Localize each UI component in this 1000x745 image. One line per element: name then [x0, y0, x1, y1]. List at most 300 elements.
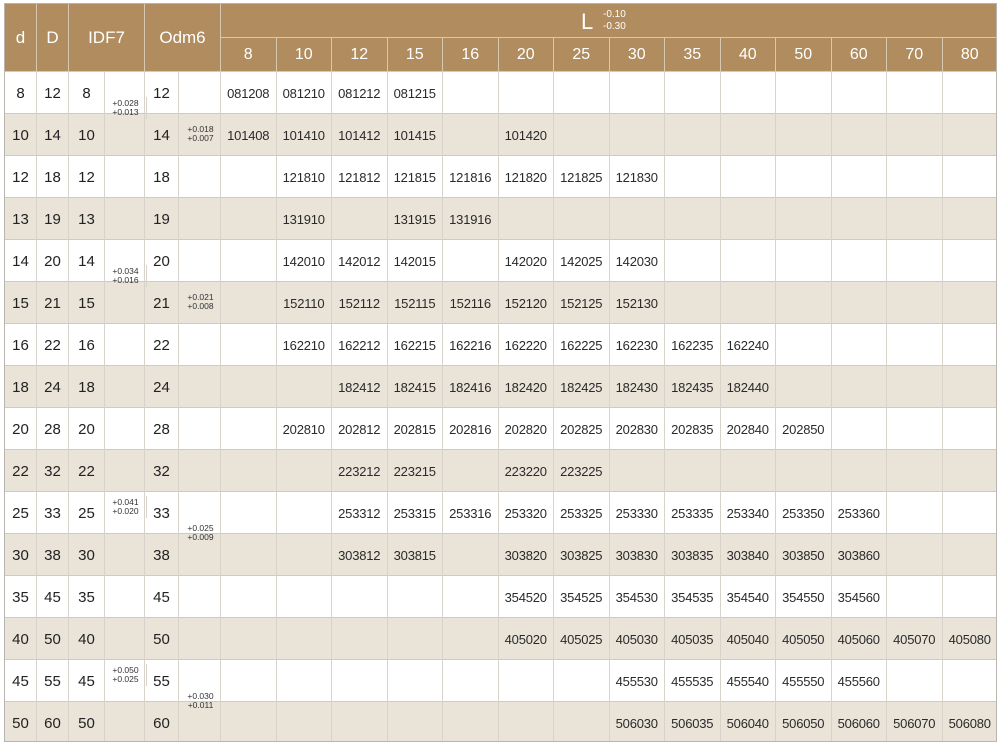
part-code-cell: [776, 324, 832, 366]
part-code-cell: 303825: [554, 534, 610, 576]
part-code-cell: [943, 114, 998, 156]
length-label: L: [581, 9, 594, 34]
outer-d-cell: 50: [37, 618, 69, 660]
table-row: [5, 156, 997, 198]
part-code-cell: 152112: [332, 282, 388, 324]
d-cell: 13: [5, 198, 37, 240]
part-code-cell: [832, 114, 888, 156]
part-code-cell: [665, 282, 721, 324]
tolerance-lower: +0.025: [112, 674, 139, 684]
part-code-cell: [332, 198, 388, 240]
outer-d-cell: 33: [37, 492, 69, 534]
d-cell: 15: [5, 282, 37, 324]
part-code-cell: [221, 492, 277, 534]
outer-diameter-cell: 38: [145, 534, 179, 576]
part-code-cell: [610, 72, 666, 114]
part-code-cell: 303850: [776, 534, 832, 576]
inner-diameter-cell: 22: [69, 450, 105, 492]
table-row: [5, 282, 997, 324]
outer-diameter-cell: 14: [145, 114, 179, 156]
part-code-cell: [887, 156, 943, 198]
outer-diameter-cell: 33: [145, 492, 179, 534]
part-code-cell: 162216: [443, 324, 499, 366]
part-code-cell: [943, 282, 998, 324]
length-header-cell: 12: [332, 38, 388, 72]
tolerance-upper: +0.018: [187, 124, 214, 134]
part-code-cell: [443, 660, 499, 702]
part-code-cell: 354540: [721, 576, 777, 618]
length-header-cell: 80: [943, 38, 998, 72]
part-code-cell: [665, 72, 721, 114]
part-code-cell: [221, 324, 277, 366]
part-code-cell: [887, 366, 943, 408]
length-header-cell: 10: [277, 38, 333, 72]
part-code-cell: 101408: [221, 114, 277, 156]
part-code-cell: 303820: [499, 534, 555, 576]
part-code-cell: 506080: [943, 702, 998, 742]
part-code-cell: [943, 408, 998, 450]
outer-diameter-cell: 50: [145, 618, 179, 660]
inner-diameter-cell: 16: [69, 324, 105, 366]
part-code-cell: [221, 660, 277, 702]
part-code-cell: 405070: [887, 618, 943, 660]
part-code-cell: [554, 660, 610, 702]
part-code-cell: [388, 618, 444, 660]
tolerance-cell: [105, 702, 145, 742]
length-header-cell: 40: [721, 38, 777, 72]
outer-d-cell: 45: [37, 576, 69, 618]
part-code-cell: 152116: [443, 282, 499, 324]
part-code-cell: 162235: [665, 324, 721, 366]
part-code-cell: 405035: [665, 618, 721, 660]
part-code-cell: 202830: [610, 408, 666, 450]
part-code-cell: 162212: [332, 324, 388, 366]
part-code-cell: [332, 576, 388, 618]
part-code-cell: 101410: [277, 114, 333, 156]
part-code-cell: [832, 72, 888, 114]
part-code-cell: 303860: [832, 534, 888, 576]
part-code-cell: [499, 660, 555, 702]
part-code-cell: 152115: [388, 282, 444, 324]
part-code-cell: [832, 324, 888, 366]
part-code-cell: [943, 324, 998, 366]
outer-d-cell: 12: [37, 72, 69, 114]
col-header-idf7: IDF7: [69, 4, 145, 72]
outer-diameter-cell: 21: [145, 282, 179, 324]
part-code-cell: 162220: [499, 324, 555, 366]
tolerance-lower: +0.011: [187, 700, 214, 710]
part-code-cell: 142020: [499, 240, 555, 282]
table-row: [5, 114, 997, 156]
part-code-cell: [943, 240, 998, 282]
inner-diameter-cell: 20: [69, 408, 105, 450]
tolerance-lower: +0.007: [187, 133, 214, 143]
tolerance-cell: [105, 492, 145, 534]
inner-diameter-cell: 18: [69, 366, 105, 408]
inner-diameter-cell: 25: [69, 492, 105, 534]
part-code-cell: [943, 366, 998, 408]
part-code-cell: [887, 408, 943, 450]
outer-d-cell: 20: [37, 240, 69, 282]
tolerance-cell: [179, 240, 221, 282]
tolerance-lower: +0.009: [187, 532, 214, 542]
part-code-cell: [776, 198, 832, 240]
part-code-cell: [554, 702, 610, 742]
tolerance-cell: [105, 534, 145, 576]
table-row: [5, 534, 997, 576]
part-code-cell: [887, 240, 943, 282]
part-code-cell: [832, 156, 888, 198]
part-code-cell: 142030: [610, 240, 666, 282]
part-code-cell: [221, 408, 277, 450]
d-cell: 8: [5, 72, 37, 114]
length-header-cell: 8: [221, 38, 277, 72]
part-code-cell: [832, 366, 888, 408]
part-code-cell: 506050: [776, 702, 832, 742]
d-cell: 18: [5, 366, 37, 408]
part-code-cell: 253350: [776, 492, 832, 534]
tolerance-cell: [105, 618, 145, 660]
outer-diameter-cell: 19: [145, 198, 179, 240]
part-code-cell: 253315: [388, 492, 444, 534]
part-code-cell: [221, 450, 277, 492]
part-code-cell: [221, 240, 277, 282]
part-code-cell: [665, 114, 721, 156]
outer-diameter-cell: 12: [145, 72, 179, 114]
d-cell: 16: [5, 324, 37, 366]
part-code-cell: 101420: [499, 114, 555, 156]
table-row: [5, 72, 997, 114]
part-code-cell: 223220: [499, 450, 555, 492]
outer-diameter-cell: 20: [145, 240, 179, 282]
part-code-cell: [610, 114, 666, 156]
part-code-cell: [388, 576, 444, 618]
part-code-cell: 081212: [332, 72, 388, 114]
part-code-cell: [776, 282, 832, 324]
part-code-cell: 081215: [388, 72, 444, 114]
part-code-cell: [887, 534, 943, 576]
part-code-cell: 202840: [721, 408, 777, 450]
part-code-cell: [721, 156, 777, 198]
d-cell: 35: [5, 576, 37, 618]
part-code-cell: [887, 576, 943, 618]
part-code-cell: [776, 114, 832, 156]
part-code-cell: 162210: [277, 324, 333, 366]
outer-d-cell: 28: [37, 408, 69, 450]
part-code-cell: [721, 72, 777, 114]
tolerance-cell: [105, 240, 145, 282]
part-code-cell: 253320: [499, 492, 555, 534]
part-code-cell: 152125: [554, 282, 610, 324]
d-cell: 40: [5, 618, 37, 660]
d-cell: 10: [5, 114, 37, 156]
part-code-cell: 223225: [554, 450, 610, 492]
d-cell: 20: [5, 408, 37, 450]
part-code-cell: [943, 534, 998, 576]
part-code-cell: 253360: [832, 492, 888, 534]
length-tolerance: [603, 9, 626, 33]
table-row: [5, 492, 997, 534]
length-header-cell: 30: [610, 38, 666, 72]
part-code-cell: 223212: [332, 450, 388, 492]
part-code-cell: 182412: [332, 366, 388, 408]
tolerance-cell: [179, 492, 221, 534]
outer-d-cell: 18: [37, 156, 69, 198]
tolerance-lower: +0.013: [112, 107, 139, 117]
part-code-cell: 455550: [776, 660, 832, 702]
part-code-cell: [443, 534, 499, 576]
part-code-cell: 162230: [610, 324, 666, 366]
inner-diameter-cell: 10: [69, 114, 105, 156]
part-code-cell: 223215: [388, 450, 444, 492]
inner-diameter-cell: 50: [69, 702, 105, 742]
length-tol-lower: -0.30: [603, 21, 626, 32]
part-code-cell: [388, 660, 444, 702]
tolerance-lower: +0.016: [112, 275, 139, 285]
table-row: [5, 198, 997, 240]
d-cell: 50: [5, 702, 37, 742]
tolerance-cell: [179, 114, 221, 156]
tolerance-cell: [179, 324, 221, 366]
part-code-cell: 253325: [554, 492, 610, 534]
part-code-cell: [221, 576, 277, 618]
part-code-cell: [277, 576, 333, 618]
tolerance-lower: +0.008: [187, 301, 214, 311]
part-code-cell: [443, 114, 499, 156]
part-code-cell: 303830: [610, 534, 666, 576]
part-code-cell: 182430: [610, 366, 666, 408]
part-code-cell: 121812: [332, 156, 388, 198]
part-code-cell: [943, 156, 998, 198]
part-code-cell: 506035: [665, 702, 721, 742]
table-row: [5, 240, 997, 282]
part-code-cell: 131916: [443, 198, 499, 240]
part-code-cell: [665, 450, 721, 492]
inner-diameter-cell: 8: [69, 72, 105, 114]
outer-diameter-cell: 55: [145, 660, 179, 702]
tolerance-cell: [179, 618, 221, 660]
table-row: [5, 702, 997, 742]
part-code-cell: [721, 450, 777, 492]
part-code-cell: [832, 282, 888, 324]
col-header-D: D: [37, 4, 69, 72]
part-code-cell: 202835: [665, 408, 721, 450]
part-code-cell: [887, 450, 943, 492]
outer-diameter-cell: 45: [145, 576, 179, 618]
d-cell: 14: [5, 240, 37, 282]
tolerance-cell: [105, 366, 145, 408]
tolerance-cell: [105, 282, 145, 324]
part-code-cell: [776, 366, 832, 408]
length-header: [221, 4, 997, 38]
tolerance-cell: [105, 450, 145, 492]
tolerance-cell: [179, 282, 221, 324]
part-code-cell: 182425: [554, 366, 610, 408]
tolerance-upper: +0.041: [112, 497, 139, 507]
part-code-cell: [776, 240, 832, 282]
table-row: [5, 450, 997, 492]
part-code-cell: 405040: [721, 618, 777, 660]
part-code-cell: [499, 198, 555, 240]
part-code-cell: [887, 660, 943, 702]
inner-diameter-cell: 14: [69, 240, 105, 282]
part-code-cell: 303812: [332, 534, 388, 576]
d-cell: 30: [5, 534, 37, 576]
table-row: [5, 576, 997, 618]
part-code-cell: 354550: [776, 576, 832, 618]
part-code-cell: 142012: [332, 240, 388, 282]
part-code-cell: 506040: [721, 702, 777, 742]
part-code-cell: [443, 702, 499, 742]
part-code-cell: [332, 618, 388, 660]
tolerance-upper: +0.025: [187, 523, 214, 533]
tolerance-upper: +0.028: [112, 98, 139, 108]
tolerance-cell: [105, 156, 145, 198]
outer-d-cell: 32: [37, 450, 69, 492]
tolerance-cell: [105, 660, 145, 702]
part-code-cell: 121816: [443, 156, 499, 198]
tolerance-cell: [179, 702, 221, 742]
part-code-cell: [443, 72, 499, 114]
part-code-cell: [887, 198, 943, 240]
part-code-cell: 182420: [499, 366, 555, 408]
part-code-cell: [776, 72, 832, 114]
part-code-cell: 506060: [832, 702, 888, 742]
d-cell: 22: [5, 450, 37, 492]
tolerance-cell: [105, 324, 145, 366]
tolerance-upper: +0.030: [187, 691, 214, 701]
part-code-cell: 354520: [499, 576, 555, 618]
part-code-cell: 303815: [388, 534, 444, 576]
tolerance-cell: [179, 576, 221, 618]
inner-diameter-cell: 30: [69, 534, 105, 576]
part-code-cell: 354525: [554, 576, 610, 618]
part-code-cell: [221, 702, 277, 742]
part-code-cell: 081208: [221, 72, 277, 114]
col-header-d: d: [5, 4, 37, 72]
part-code-cell: 405080: [943, 618, 998, 660]
part-code-cell: [610, 198, 666, 240]
part-code-cell: 202815: [388, 408, 444, 450]
part-code-cell: 253340: [721, 492, 777, 534]
tolerance-cell: [179, 72, 221, 114]
col-header-odm6: Odm6: [145, 4, 221, 72]
inner-diameter-cell: 45: [69, 660, 105, 702]
d-cell: 45: [5, 660, 37, 702]
part-code-cell: 455535: [665, 660, 721, 702]
part-code-cell: 303840: [721, 534, 777, 576]
outer-diameter-cell: 22: [145, 324, 179, 366]
tolerance-upper: +0.034: [112, 266, 139, 276]
outer-diameter-cell: 24: [145, 366, 179, 408]
table-row: [5, 366, 997, 408]
part-code-cell: [610, 450, 666, 492]
part-code-cell: 202816: [443, 408, 499, 450]
part-code-cell: [221, 534, 277, 576]
part-code-cell: 131910: [277, 198, 333, 240]
part-code-cell: [277, 702, 333, 742]
part-code-cell: [554, 72, 610, 114]
outer-d-cell: 55: [37, 660, 69, 702]
part-code-cell: 101412: [332, 114, 388, 156]
part-code-cell: [721, 282, 777, 324]
part-code-cell: 253335: [665, 492, 721, 534]
tolerance-cell: [179, 450, 221, 492]
part-code-cell: [221, 282, 277, 324]
d-cell: 25: [5, 492, 37, 534]
part-code-cell: [332, 660, 388, 702]
part-code-cell: [499, 702, 555, 742]
part-code-cell: [554, 198, 610, 240]
part-code-cell: 131915: [388, 198, 444, 240]
part-code-cell: 081210: [277, 72, 333, 114]
table-row: [5, 618, 997, 660]
outer-d-cell: 38: [37, 534, 69, 576]
part-code-cell: 152130: [610, 282, 666, 324]
part-code-cell: [277, 534, 333, 576]
length-header-cell: 15: [388, 38, 444, 72]
d-cell: 12: [5, 156, 37, 198]
part-code-cell: [887, 114, 943, 156]
part-code-cell: 202825: [554, 408, 610, 450]
part-code-cell: [388, 702, 444, 742]
part-code-cell: [832, 450, 888, 492]
part-code-cell: [221, 198, 277, 240]
part-code-cell: 506070: [887, 702, 943, 742]
part-code-cell: 142025: [554, 240, 610, 282]
part-code-cell: 405025: [554, 618, 610, 660]
part-code-cell: 121825: [554, 156, 610, 198]
outer-d-cell: 24: [37, 366, 69, 408]
tolerance-cell: [105, 198, 145, 240]
tolerance-cell: [179, 366, 221, 408]
inner-diameter-cell: 40: [69, 618, 105, 660]
part-code-cell: [443, 576, 499, 618]
tolerance-cell: [179, 156, 221, 198]
part-code-cell: 121830: [610, 156, 666, 198]
part-code-cell: [554, 114, 610, 156]
part-code-cell: 253316: [443, 492, 499, 534]
part-code-cell: [887, 282, 943, 324]
part-code-cell: [721, 198, 777, 240]
part-code-cell: 253330: [610, 492, 666, 534]
part-code-cell: 303835: [665, 534, 721, 576]
tolerance-cell: [105, 114, 145, 156]
length-header-cell: 16: [443, 38, 499, 72]
part-code-cell: [943, 492, 998, 534]
part-code-cell: [277, 450, 333, 492]
part-code-cell: 182416: [443, 366, 499, 408]
part-code-cell: 455560: [832, 660, 888, 702]
part-code-cell: 455530: [610, 660, 666, 702]
part-code-cell: 405020: [499, 618, 555, 660]
part-code-cell: [499, 72, 555, 114]
outer-d-cell: 14: [37, 114, 69, 156]
inner-diameter-cell: 12: [69, 156, 105, 198]
part-code-cell: 354530: [610, 576, 666, 618]
part-code-cell: [277, 366, 333, 408]
part-code-cell: [832, 408, 888, 450]
part-code-cell: [332, 702, 388, 742]
part-code-cell: [943, 450, 998, 492]
part-code-cell: [665, 156, 721, 198]
part-code-cell: [665, 198, 721, 240]
part-code-cell: [721, 114, 777, 156]
part-code-cell: 202810: [277, 408, 333, 450]
part-code-cell: 121810: [277, 156, 333, 198]
part-code-cell: 121820: [499, 156, 555, 198]
part-code-cell: [277, 492, 333, 534]
